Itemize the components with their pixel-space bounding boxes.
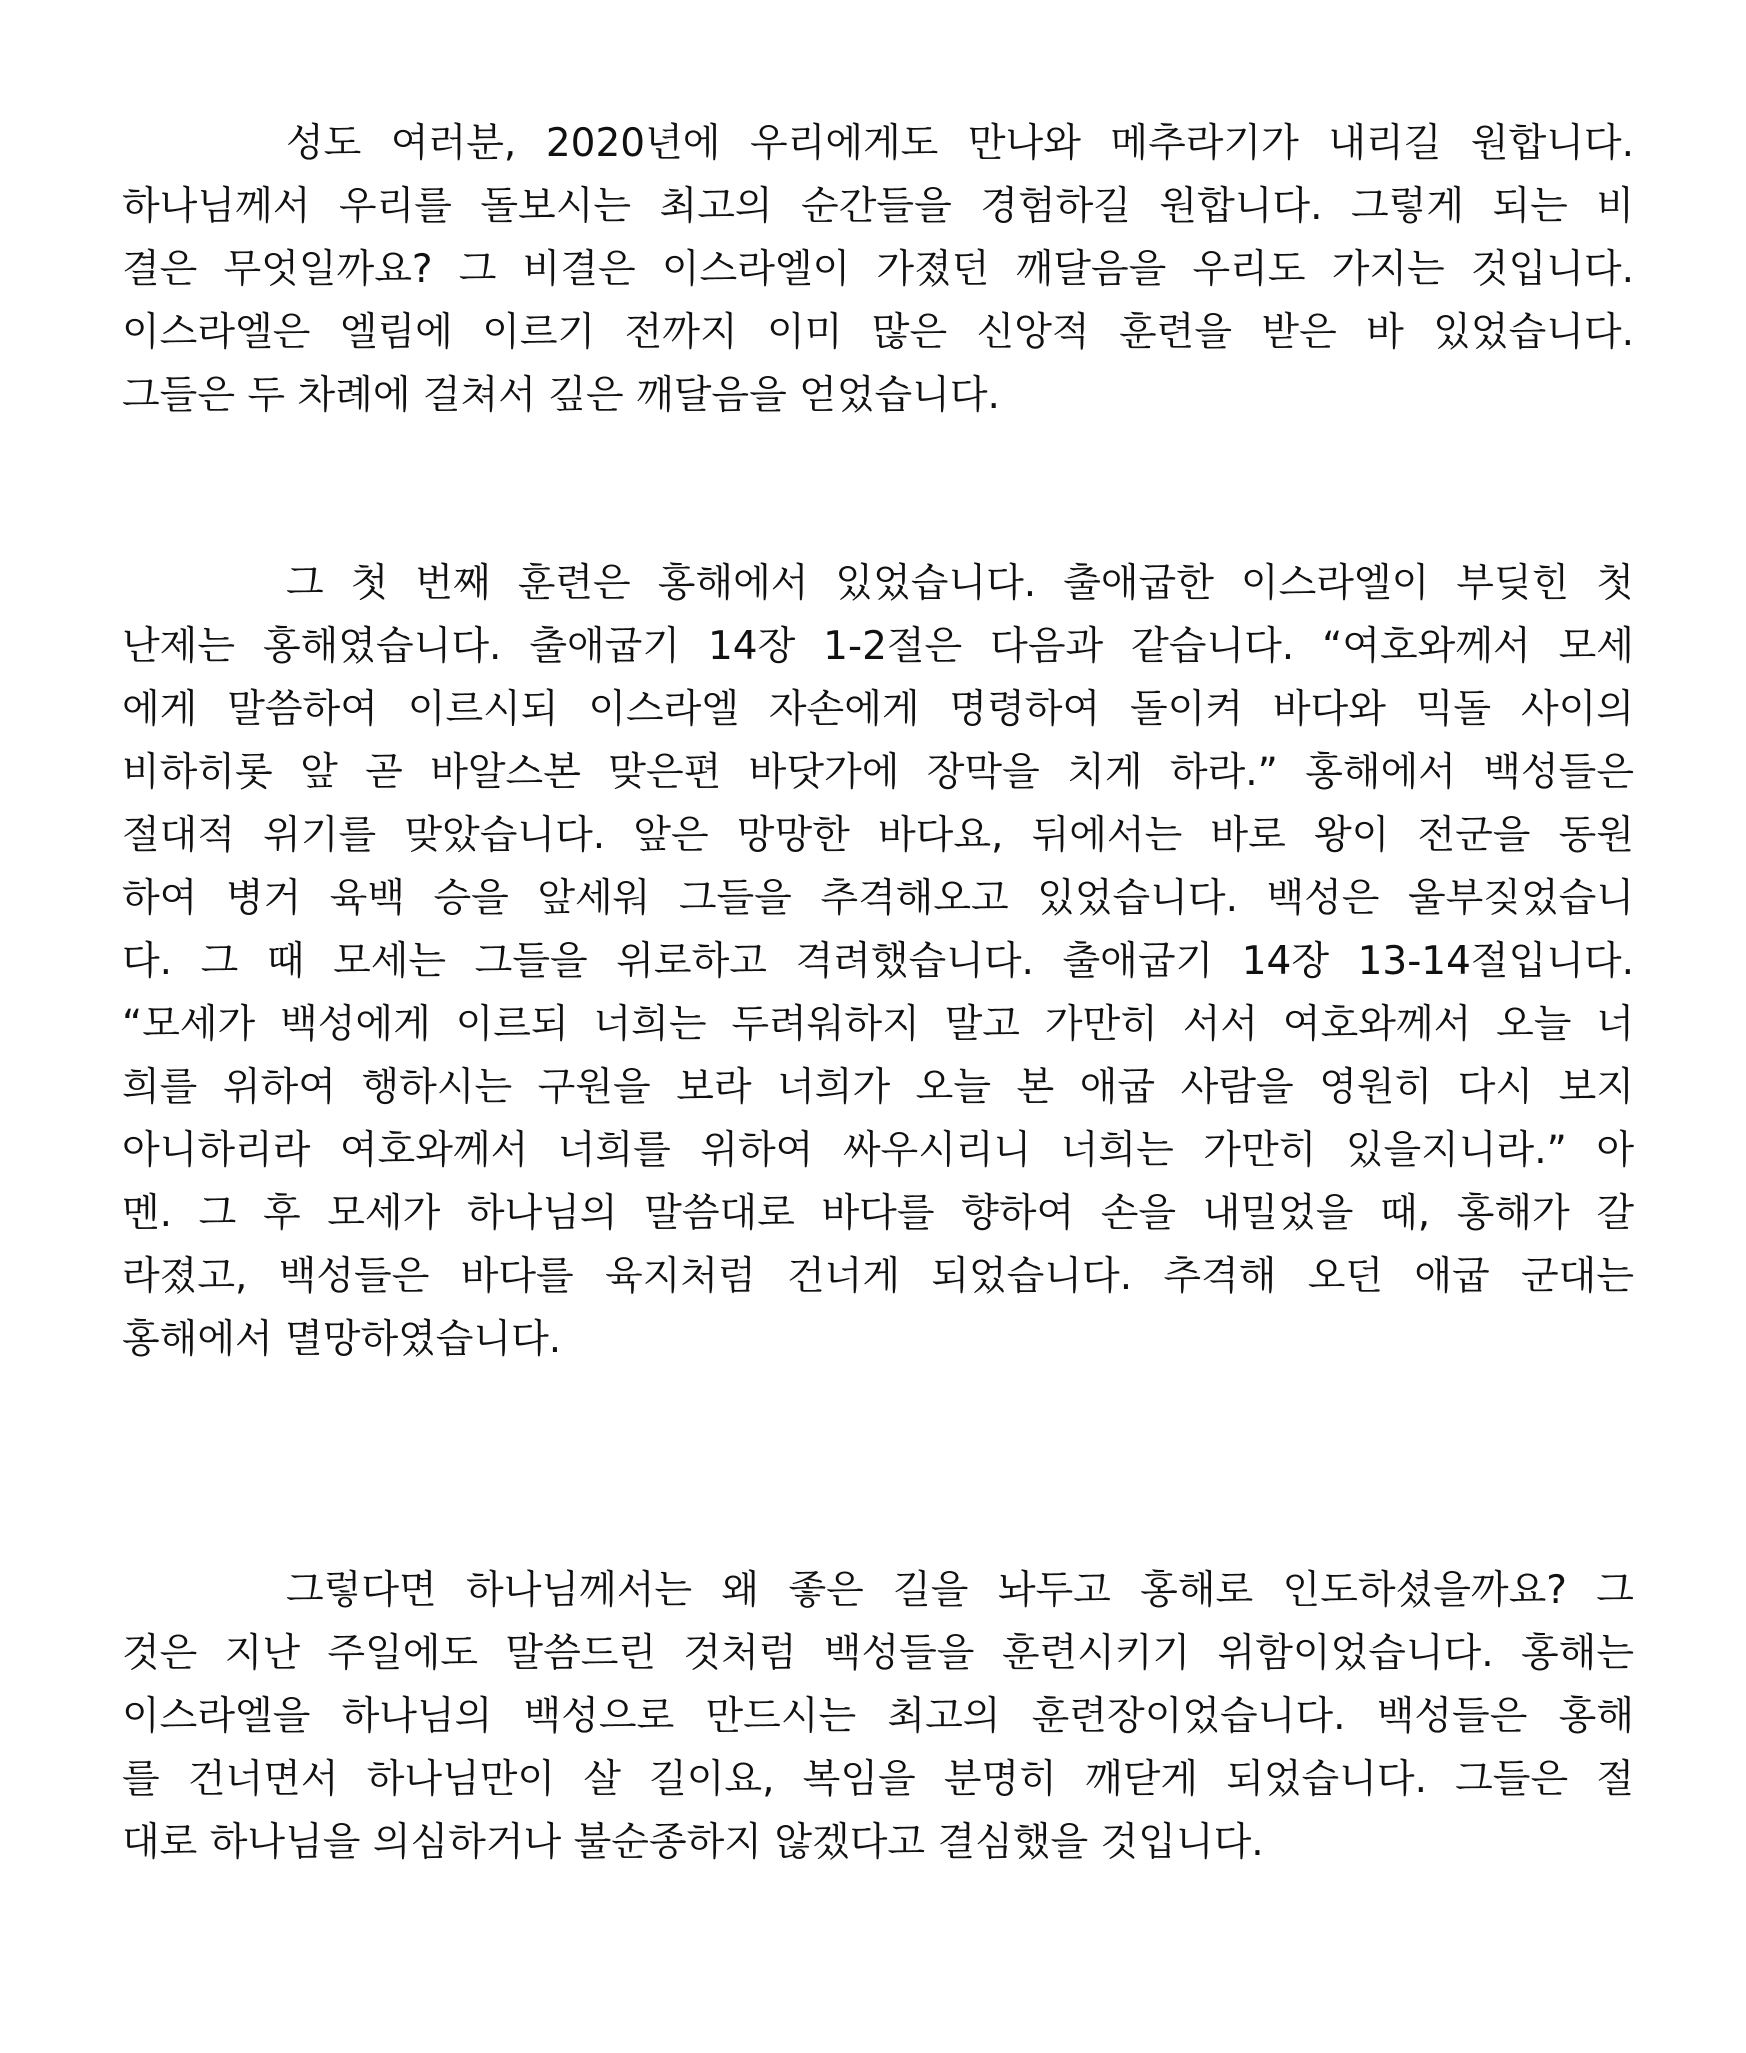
text-line: 를 건너면서 하나님만이 살 길이요, 복임을 분명히 깨닫게 되었습니다. 그들은 절: [122, 1757, 1634, 1802]
paragraph-3: [122, 1559, 1634, 1874]
text-line: 멘. 그 후 모세가 하나님의 말씀대로 바다를 향하여 손을 내밀었을 때, 홍해가 갈: [122, 1191, 1634, 1236]
text-line: 이스라엘은 엘림에 이르기 전까지 이미 많은 신앙적 훈련을 받은 바 있었습니다.: [122, 310, 1634, 355]
paragraph-2: [122, 552, 1634, 1371]
paragraph-1: [122, 112, 1634, 427]
text-line: 홍해에서 멸망하였습니다.: [122, 1317, 562, 1362]
text-line: 성도 여러분, 2020년에 우리에게도 만나와 메추라기가 내리길 원합니다.: [286, 121, 1634, 166]
text-line: 결은 무엇일까요? 그 비결은 이스라엘이 가졌던 깨달음을 우리도 가지는 것입니다.: [122, 247, 1634, 292]
text-line: 절대적 위기를 맞았습니다. 앞은 망망한 바다요, 뒤에서는 바로 왕이 전군을 동원: [122, 813, 1634, 858]
text-line: 하여 병거 육백 승을 앞세워 그들을 추격해오고 있었습니다. 백성은 울부짖었습니: [122, 876, 1634, 921]
text-line: 난제는 홍해였습니다. 출애굽기 14장 1-2절은 다음과 같습니다. “여호와께서 모세: [122, 624, 1634, 669]
text-line: 그들은 두 차례에 걸쳐서 깊은 깨달음을 얻었습니다.: [122, 373, 1000, 418]
text-line: 것은 지난 주일에도 말씀드린 것처럼 백성들을 훈련시키기 위함이었습니다. 홍해는: [122, 1631, 1634, 1676]
text-line: 비하히롯 앞 곧 바알스본 맞은편 바닷가에 장막을 치게 하라.” 홍해에서 백성들은: [122, 750, 1634, 795]
text-line: 이스라엘을 하나님의 백성으로 만드시는 최고의 훈련장이었습니다. 백성들은 홍해: [122, 1694, 1634, 1739]
text-line: 하나님께서 우리를 돌보시는 최고의 순간들을 경험하길 원합니다. 그렇게 되는 비: [122, 184, 1634, 229]
text-line: 그렇다면 하나님께서는 왜 좋은 길을 놔두고 홍해로 인도하셨을까요? 그: [286, 1568, 1634, 1613]
text-line: 에게 말씀하여 이르시되 이스라엘 자손에게 명령하여 돌이켜 바다와 믹돌 사이의: [122, 687, 1634, 732]
text-line: 라졌고, 백성들은 바다를 육지처럼 건너게 되었습니다. 추격해 오던 애굽 군대는: [122, 1254, 1634, 1299]
text-line: “모세가 백성에게 이르되 너희는 두려워하지 말고 가만히 서서 여호와께서 오늘 너: [122, 1002, 1634, 1047]
text-line: 그 첫 번째 훈련은 홍해에서 있었습니다. 출애굽한 이스라엘이 부딪힌 첫: [286, 561, 1634, 606]
text-line: 아니하리라 여호와께서 너희를 위하여 싸우시리니 너희는 가만히 있을지니라.” 아: [122, 1128, 1634, 1173]
text-line: 다. 그 때 모세는 그들을 위로하고 격려했습니다. 출애굽기 14장 13-14절입니다.: [122, 939, 1634, 984]
text-line: 희를 위하여 행하시는 구원을 보라 너희가 오늘 본 애굽 사람을 영원히 다시 보지: [122, 1065, 1634, 1110]
text-line: 대로 하나님을 의심하거나 불순종하지 않겠다고 결심했을 것입니다.: [122, 1820, 1264, 1865]
